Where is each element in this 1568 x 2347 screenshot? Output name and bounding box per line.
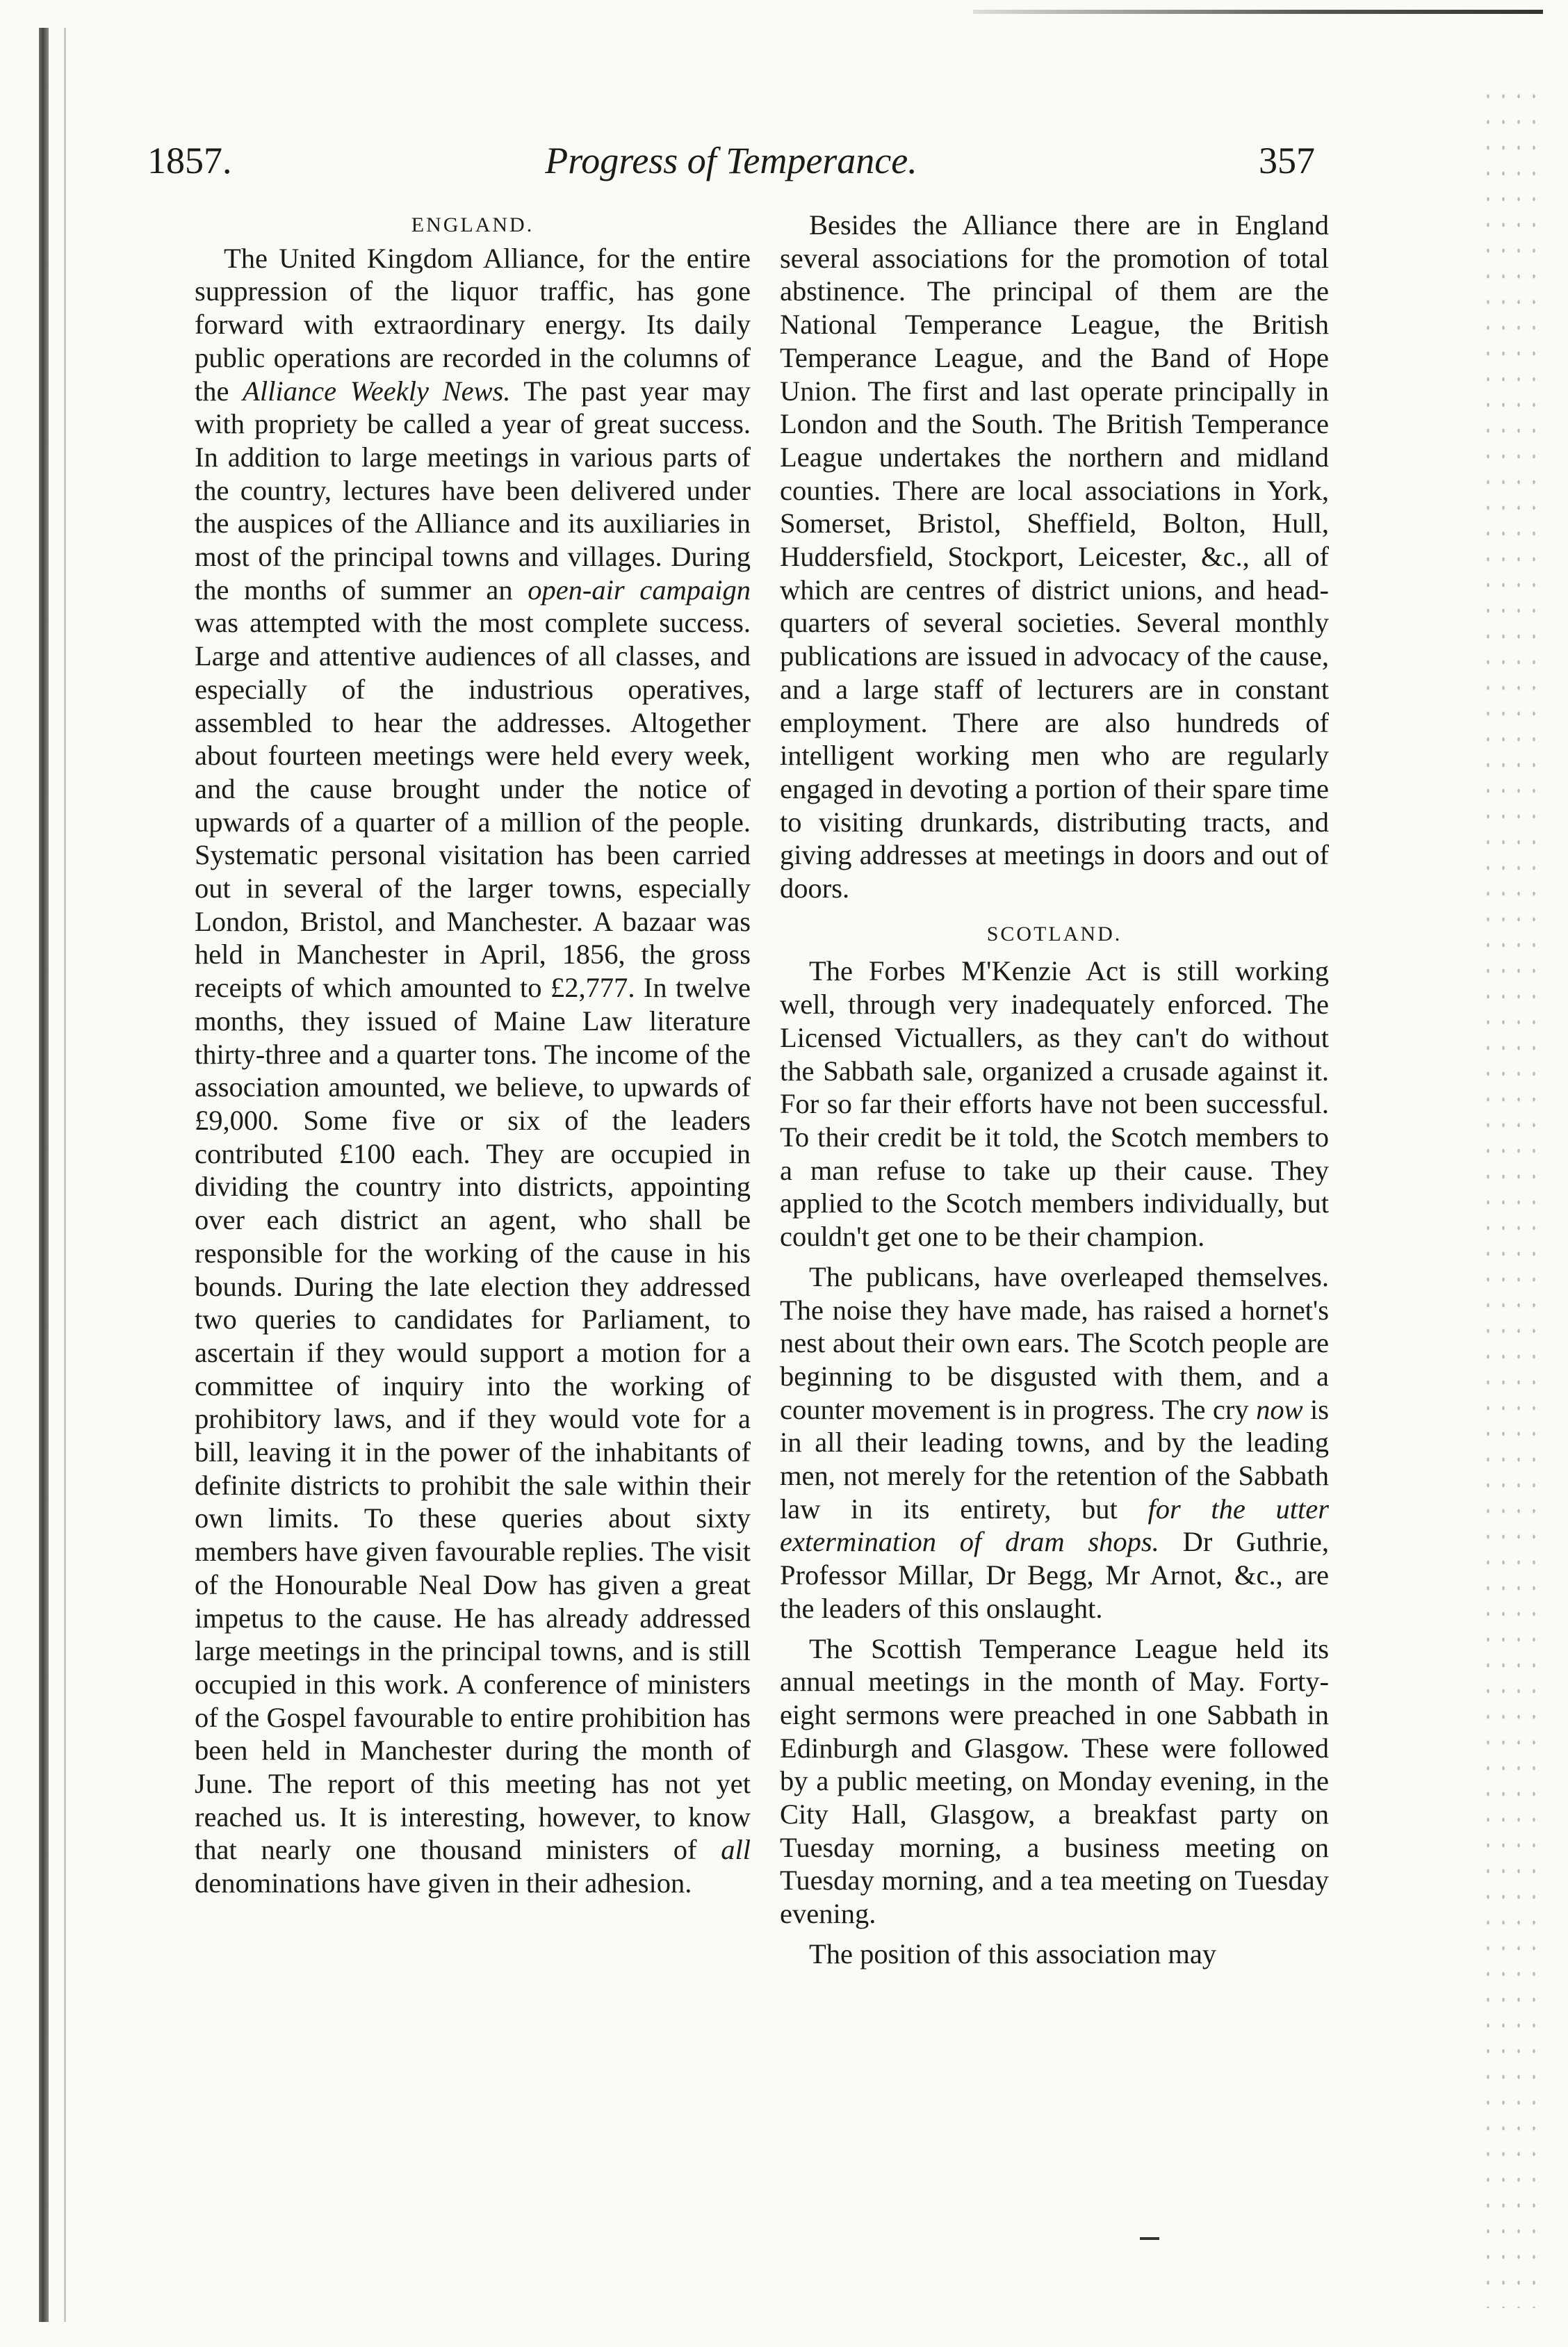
- header-year: 1857.: [147, 140, 232, 181]
- header-title: Progress of Temperance.: [545, 140, 917, 181]
- page-number: 357: [1259, 140, 1315, 181]
- right-column: [780, 209, 1329, 1971]
- running-header: [147, 139, 1315, 188]
- paragraph-position: The position of this association may: [809, 1938, 1217, 1970]
- catchword-mark: [1140, 2237, 1159, 2240]
- left-column: [195, 209, 751, 1900]
- binding-edge: [64, 28, 66, 2322]
- paragraph-publicans: The publicans, have overleaped themselves. The noise they have made, has raised a hornet's nest about their own ears. The Scotch people are beginning to be disgusted with them, and a counter movement is in progress. The cry now is in all their leading towns, and by the leading men, not merely for the retention of the Sabbath law in its entirety, but for the utter extermination of dram shops. Dr Guthrie, Professor Millar, Dr Begg, Mr Arnot, &c., are the leaders of this onslaught.: [780, 1260, 1330, 1624]
- paragraph-forbes-act: The Forbes M'Kenzie Act is still working well, through very inadequately enforced. The Licensed Victuallers, as they can't do without the Sabbath sale, organized a crusade against it. For so far their efforts have not been successful. To their credit be it told, the Scotch members to a man refuse to take up their cause. They applied to the Scotch members individually, but couldn't get one to be their champion.: [780, 955, 1329, 1253]
- binding-shadow: [39, 28, 49, 2322]
- scan-top-rule: [973, 10, 1543, 14]
- paragraph-league-meetings: The Scottish Temperance League held its annual meetings in the month of May. Forty-eight sermons were preached in one Sabbath in Edinburgh and Glasgow. These were followed by a public meeting, on Monday evening, in the City Hall, Glasgow, a breakfast party on Tuesday morning, a business meeting on Tuesday morning, and a tea meeting on Tuesday evening.: [780, 1632, 1329, 1930]
- paragraph-alliance: The United Kingdom Alliance, for the entire suppression of the liquor traffic, has gone forward with extraordinary energy. Its daily public operations are recorded in the columns of the Alliance Weekly News. The past year may with propriety be called a year of great success. In addition to large meetings in various parts of the country, lectures have been delivered under the auspices of the Alliance and its auxiliaries in most of the principal towns and villages. During the months of summer an open-air campaign was attempted with the most complete success. Large and attentive audiences of all classes, and especially of the industrious operatives, assembled to hear the addresses. Altogether about fourteen meetings were held every week, and the cause brought under the notice of upwards of a quarter of a million of the people. Systematic personal visitation has been carried out in several of the larger towns, especially London, Bristol, and Manchester. A bazaar was held in Manchester in April, 1856, the gross receipts of which amounted to £2,777. In twelve months, they issued of Maine Law literature thirty-three and a quarter tons. The income of the association amounted, we believe, to upwards of £9,000. Some five or six of the leaders contributed £100 each. They are occupied in dividing the country into districts, appointing over each district an agent, who shall be responsible for the working of the cause in his bounds. During the late election they addressed two queries to candidates for Parliament, to ascertain if they would support a motion for a committee of inquiry into the working of prohibitory laws, and if they would vote for a bill, leaving it in the power of the inhabitants of definite districts to prohibit the sale within their own limits. To these queries about sixty members have given favourable replies. The visit of the Honourable Neal Dow has given a great impetus to the cause. He has already addressed large meetings in the principal towns, and is still occupied in this work. A conference of ministers of the Gospel favourable to entire prohibition has been held in Manchester during the month of June. The report of this meeting has not yet reached us. It is interesting, however, to know that nearly one thousand ministers of all denominations have given in their adhesion.: [195, 242, 751, 1899]
- section-heading-england: ENGLAND.: [411, 213, 534, 236]
- bleed-through-marks: [1480, 83, 1543, 2308]
- paragraph-associations: Besides the Alliance there are in England several associations for the promotion of total abstinence. The principal of them are the National Temperance League, the British Temperance League, and the Band of Hope Union. The first and last operate principally in London and the South. The British Temperance League undertakes the northern and midland counties. There are local associations in York, Somerset, Bristol, Sheffield, Bolton, Hull, Huddersfield, Stockport, Leicester, &c., all of which are centres of district unions, and head-quarters of several societies. Several monthly publications are issued in advocacy of the cause, and a large staff of lecturers are in constant employment. There are also hundreds of intelligent working men who are regularly engaged in devoting a portion of their spare time to visiting drunkards, distributing tracts, and giving addresses at meetings in doors and out of doors.: [780, 209, 1329, 904]
- section-heading-scotland: SCOTLAND.: [986, 922, 1122, 945]
